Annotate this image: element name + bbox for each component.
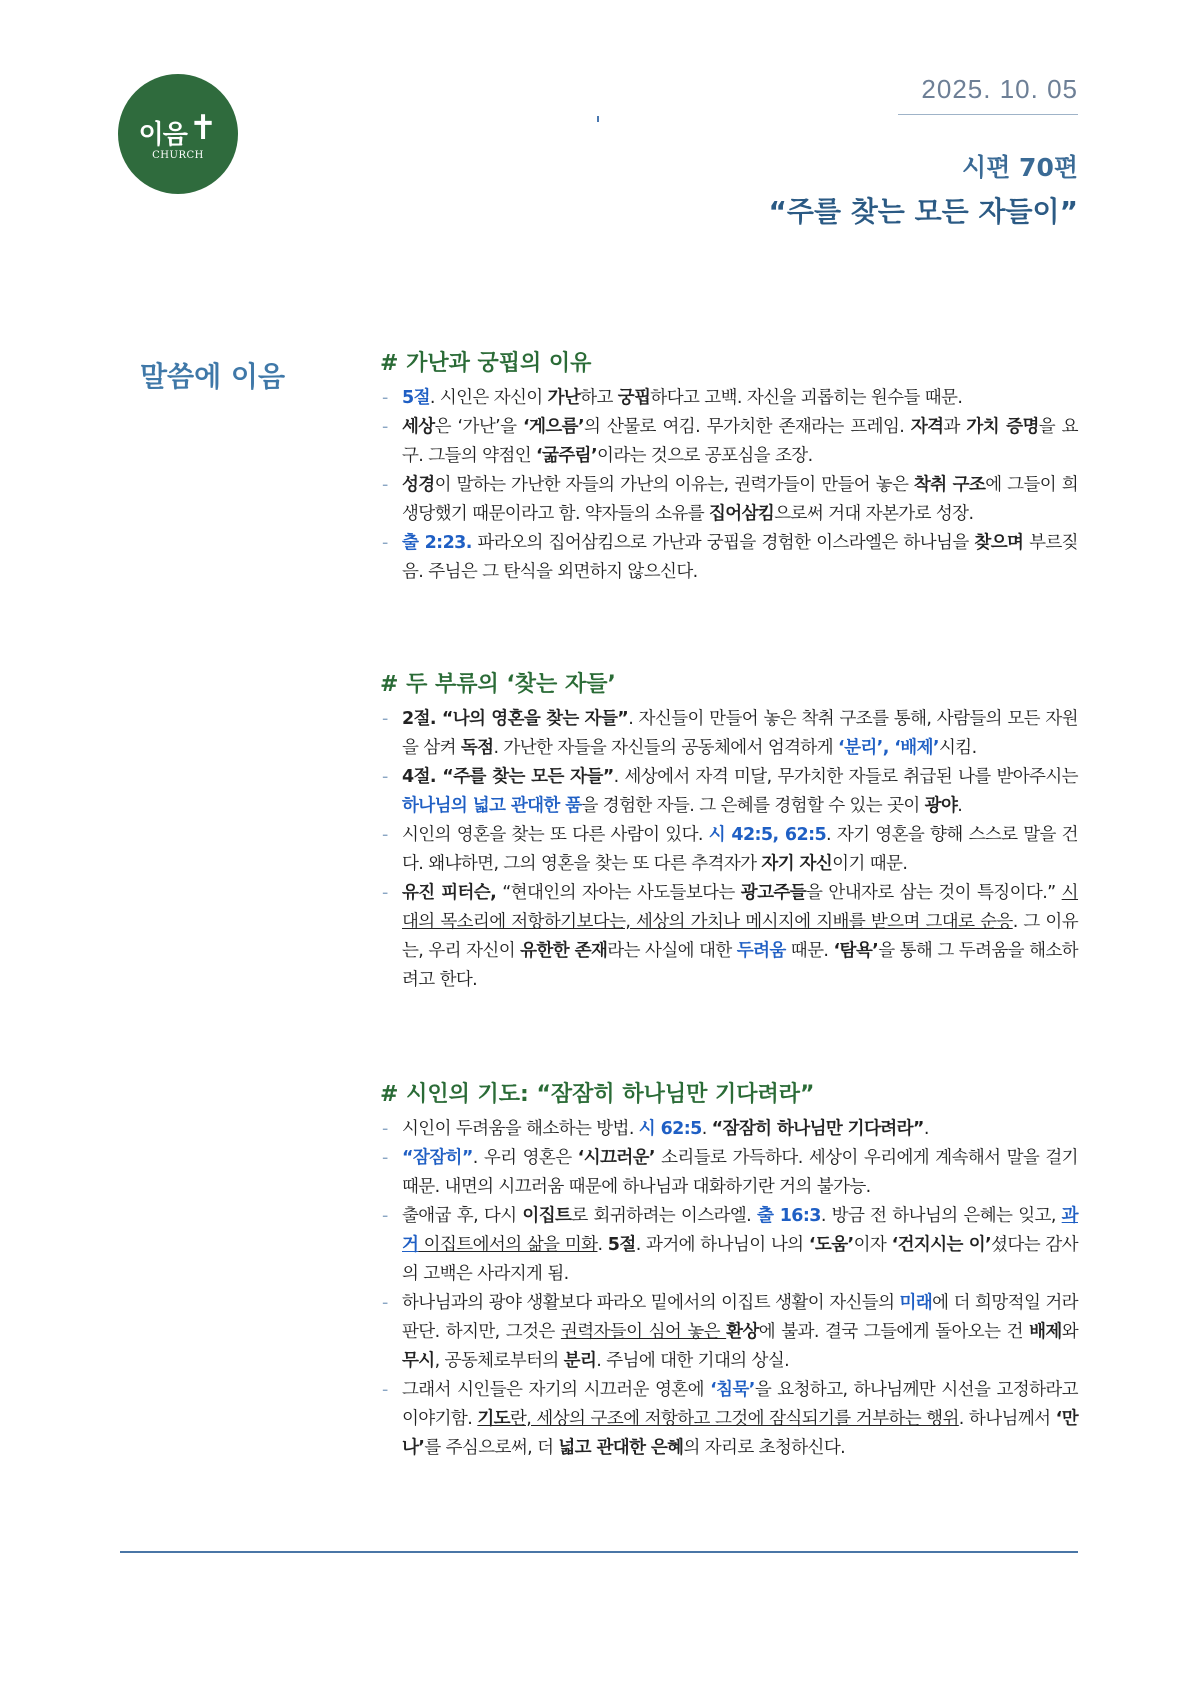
logo-text: 이음	[138, 119, 187, 150]
list-item: - 시인의 영혼을 찾는 또 다른 사람이 있다. 시 42:5, 62:5. 자기 영혼을 향해 스스로 말을 건다. 왜냐하면, 그의 영혼을 찾는 또 다른 추격자가 자기 자신이기 때문.	[380, 821, 1078, 879]
section-label: 말씀에 이음	[140, 360, 285, 393]
church-logo	[118, 74, 238, 194]
cross-icon: ✝	[188, 107, 218, 148]
section-heading: # 시인의 기도: “잠잠히 하나님만 기다려라”	[380, 1082, 815, 1107]
section-prayer	[380, 1081, 1078, 1463]
section-heading: # 두 부류의 ‘찾는 자들’	[380, 672, 616, 697]
footer-divider	[120, 1551, 1078, 1553]
list-item: - 성경이 말하는 가난한 자들의 가난의 이유는, 권력가들이 만들어 놓은 착취 구조에 그들이 희생당했기 때문이라고 함. 약자들의 소유를 집어삼킴으로써 거대 자본가로 성장.	[380, 471, 1078, 529]
bullet-list	[380, 1115, 1078, 1463]
sermon-date: 2025. 10. 05	[921, 74, 1078, 104]
list-item: - 출 2:23. 파라오의 집어삼킴으로 가난과 궁핍을 경험한 이스라엘은 하나님을 찾으며 부르짖음. 주님은 그 탄식을 외면하지 않으신다.	[380, 529, 1078, 587]
list-item: - 시인이 두려움을 해소하는 방법. 시 62:5. “잠잠히 하나님만 기다려라”.	[380, 1115, 1078, 1144]
list-item: - 하나님과의 광야 생활보다 파라오 밑에서의 이집트 생활이 자신들의 미래에 더 희망적일 거라 판단. 하지만, 그것은 권력자들이 심어 놓은 환상에 불과. 결국 그들에게 돌아오는 건 배제와 무시, 공동체로부터의 분리. 주님에 대한 기대의 상실.	[380, 1289, 1078, 1376]
list-item: - 4절. “주를 찾는 모든 자들”. 세상에서 자격 미달, 무가치한 자들로 취급된 나를 받아주시는 하나님의 넓고 관대한 품을 경험한 자들. 그 은혜를 경험할 수 있는 곳이 광야.	[380, 763, 1078, 821]
logo-subtext: CHURCH	[152, 149, 204, 161]
section-poverty	[380, 350, 1078, 587]
list-item: - “잠잠히”. 우리 영혼은 ‘시끄러운’ 소리들로 가득하다. 세상이 우리에게 계속해서 말을 걸기 때문. 내면의 시끄러움 때문에 하나님과 대화하기란 거의 불가능.	[380, 1144, 1078, 1202]
bullet-list	[380, 705, 1078, 995]
sermon-title: “주를 찾는 모든 자들이”	[768, 195, 1078, 228]
list-item: - 5절. 시인은 자신이 가난하고 궁핍하다고 고백. 자신을 괴롭히는 원수들 때문.	[380, 384, 1078, 413]
list-item: - 세상은 ‘가난’을 ‘게으름’의 산물로 여김. 무가치한 존재라는 프레임. 자격과 가치 증명을 요구. 그들의 약점인 ‘굶주림’이라는 것으로 공포심을 조장.	[380, 413, 1078, 471]
bullet-list	[380, 384, 1078, 587]
list-item: - 그래서 시인들은 자기의 시끄러운 영혼에 ‘침묵’을 요청하고, 하나님께만 시선을 고정하라고 이야기함. 기도란, 세상의 구조에 저항하고 그것에 잠식되기를 거부하는 행위. 하나님께서 ‘만나’를 주심으로써, 더 넓고 관대한 은혜의 자리로 초청하신다.	[380, 1376, 1078, 1463]
list-item: - 출애굽 후, 다시 이집트로 회귀하려는 이스라엘. 출 16:3. 방금 전 하나님의 은혜는 잊고, 과거 이집트에서의 삶을 미화. 5절. 과거에 하나님이 나의 ‘도움’이자 ‘건지시는 이’셨다는 감사의 고백은 사라지게 됨.	[380, 1202, 1078, 1289]
tick-mark	[597, 116, 599, 122]
date-divider	[898, 114, 1078, 115]
list-item: - 유진 피터슨, “현대인의 자아는 사도들보다는 광고주들을 안내자로 삼는 것이 특징이다.” 시대의 목소리에 저항하기보다는, 세상의 가치나 메시지에 지배를 받으며 그대로 순응. 그 이유는, 우리 자신이 유한한 존재라는 사실에 대한 두려움 때문. ‘탐욕’을 통해 그 두려움을 해소하려고 한다.	[380, 879, 1078, 995]
section-heading: # 가난과 궁핍의 이유	[380, 351, 592, 376]
list-item: - 2절. “나의 영혼을 찾는 자들”. 자신들이 만들어 놓은 착취 구조를 통해, 사람들의 모든 자원을 삼켜 독점. 가난한 자들을 자신들의 공동체에서 엄격하게 ‘분리’, ‘배제’시킴.	[380, 705, 1078, 763]
section-seekers	[380, 671, 1078, 995]
scripture-reference: 시편 70편	[962, 153, 1078, 182]
